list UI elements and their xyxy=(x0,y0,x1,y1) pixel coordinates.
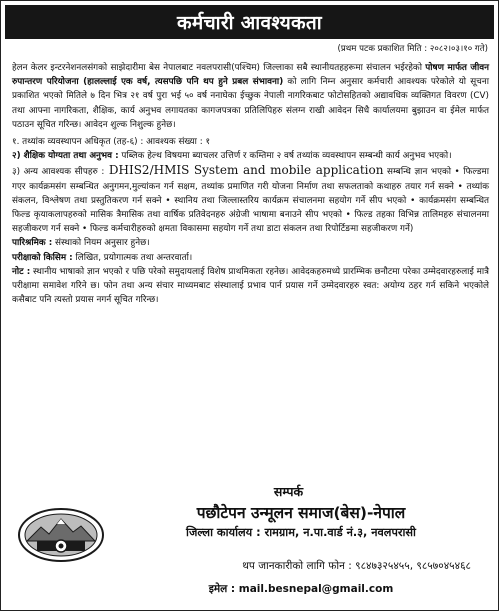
skills-section xyxy=(12,163,489,236)
note-text: स्थानीय भाषाको ज्ञान भएको र पछि परेको समुदायलाई विशेष प्राथमिकता रहनेछ। आवेदकहरुमध्ये प्रारम्भिक छनौटमा परेका उम्मेदवारहरुलाई मात्रै परीक्षामा समावेश गरिने छ। फोन तथा अन्य संचार माध्यमबाट संस्थालाई प्रभाव पार्न प्रयास गर्ने उम्मेदवारहरु स्वत: अयोग्य ठहर गर्न सकिने भएकोले कसैबाट पनि त्यस्तो प्रयास नगर्न सूचित गरिन्छ। xyxy=(12,266,489,306)
contact-title: सम्पर्क xyxy=(273,484,304,499)
education-label: २) शैक्षिक योग्यता तथा अनुभव : xyxy=(12,151,119,162)
phone-numbers: थप जानकारीको लागि फोन : ९८४७३२५४५५, ९८५७०४५४६८ xyxy=(242,560,471,572)
contact-footer xyxy=(1,483,498,595)
intro-paragraph xyxy=(12,61,489,132)
education-section xyxy=(12,149,489,163)
notice-title: कर्मचारी आवश्यकता xyxy=(5,5,494,39)
salary-text: संस्थाको नियम अनुसार हुनेछ। xyxy=(52,238,150,249)
skills-label: ३) अन्य आवश्यक सीपहरु : xyxy=(12,167,105,178)
exam-text: लिखित, प्रयोगात्मक तथा अन्तरवार्ता। xyxy=(72,252,193,263)
notice-body xyxy=(1,55,498,307)
bes-nepal-logo-icon xyxy=(17,507,105,563)
salary-line xyxy=(12,236,489,250)
email-address[interactable]: इमेल : mail.besnepal@gmail.com xyxy=(208,583,394,595)
intro-text-1: हेलन केलर इन्टरनेशनलसंगको साझेदारीमा बेस नेपालबाट नवलपरासी(पश्चिम) जिल्लाका सबै स्थानीयतहहरूमा संचालन भईरहेको xyxy=(12,63,426,73)
organization-name: पछौटेपन उन्मूलन समाज(बेस)-नेपाल xyxy=(196,504,406,522)
exam-line xyxy=(12,251,489,265)
intro-text-2: को लागि निम्न अनुसार कर्मचारी आवश्यक परेकोले यो सूचना प्रकाशित भएको मितिले ७ दिन भित्र २१ वर्ष पुरा भई ५० वर्ष ननाघेका ईच्छुक नेपाली नागरिकबाट फोटोसहितको अद्यावधिक व्यक्तिगत विवरण (CV) तथा आफ्ना नागरिकता, शैक्षिक, कार्य अनुभव लगायतका कागजपत्रका प्रतिलिपिहरु संलग्न राखी आवेदन सिधै कार्यालयमा बुझाउन वा ईमेल मार्फत पठाउन सूचित गरिन्छ। आवेदन शुल्क निशुल्क हुनेछ। xyxy=(12,77,489,130)
position-line: १. तथ्यांक व्यवस्थापन अधिकृत (तह-६) : आवश्यक संख्या : १ xyxy=(12,137,211,148)
note-label: नोट : xyxy=(12,266,31,277)
publication-date: (प्रथम पटक प्रकाशित मिति : २०८२।०३।१० गते) xyxy=(337,44,488,54)
salary-label: पारिश्रमिक : xyxy=(12,238,53,249)
education-text: पब्लिक हेल्थ विषयमा ब्याचलर उत्तिर्ण र कम्तिमा २ वर्ष तथ्यांक व्यवस्थापन सम्बन्धी कार्य अनुभव भएको। xyxy=(118,151,452,162)
exam-label: परीक्षाको किसिम : xyxy=(12,252,73,263)
skills-text: सम्बन्धि ज्ञान भएको • फिल्डमा गएर कार्यक्रमसंग सम्बन्धित अनुगमन,मुल्यांकन गर्न सक्षम, तथ्यांक प्रमाणित गरी योजना निर्माण तथा सफलताको कथाहरु तयार गर्न सक्ने • तथ्यांक संकलन, विश्लेषण तथा प्रस्तुतिकरण गर्न सक्ने • स्थानिय तथा जिल्लास्तरिय कार्यक्रम संचालनमा सहयोग गर्ने सीप भएको • कार्यक्रमसंग सम्बन्धित फिल्ड कृयाकलापहरुको मासिक त्रैमासिक तथा वार्षिक प्रतिवेदनहरु अंग्रेजी भाषामा बनाउने सीप भएको • फिल्ड तहका विभिन्न तालिमहरु संचालनमा सहजीकरण गर्न सक्ने • फिल्ड कर्मचारीहरुको क्षमता विकासमा सहयोग गर्ने तथा डाटा संकलन तथा रिपोर्टिङमा सहजीकरण गर्ने) xyxy=(12,167,489,235)
note-section xyxy=(12,265,489,308)
skills-english: DHIS2/HMIS System and mobile application xyxy=(104,163,384,178)
district-office-address: जिल्ला कार्यालय : रामग्राम, न.पा.वार्ड नं.३, नवलपरासी xyxy=(186,526,416,539)
project-name: पोषण मार्फत जीवन रुपान्तरण परियोजना (हालल्लाई एक वर्ष, त्यसपछि पनि थप हुने प्रबल संभावना) xyxy=(12,63,490,88)
